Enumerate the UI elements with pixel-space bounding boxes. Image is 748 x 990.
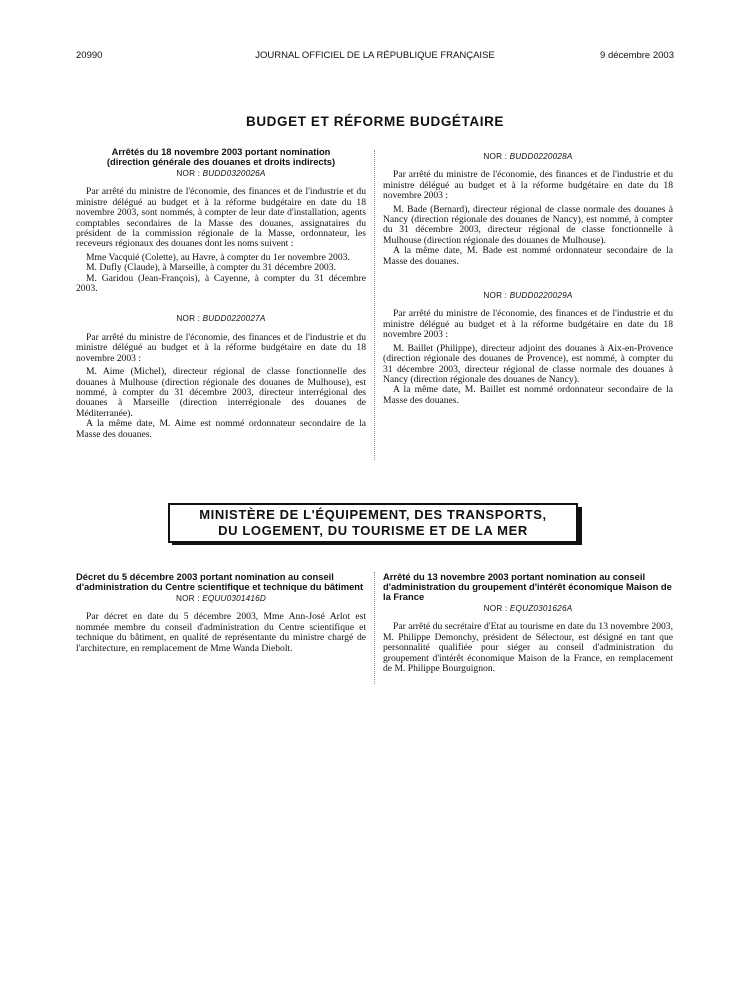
decret-para1: Par décret en date du 5 décembre 2003, Mme Ann-José Arlot est nommée membre du conseil d'administration du Centre scientifique et technique du bâtiment, en qualité de représentante du ministre chargé de l'architecture, en remplacement de Mme Wanda Diebolt. <box>76 611 366 654</box>
decret-title: Décret du 5 décembre 2003 portant nomination au conseil d'administration du Centre scientifique et technique du bâtiment <box>76 571 364 592</box>
right-column-budget <box>383 150 673 406</box>
decret-nor: NOR : EQUU0301416D <box>175 594 267 603</box>
arrete3-nor: NOR : BUDD0220028A <box>483 152 573 161</box>
arrete2-para2: M. Aime (Michel), directeur régional de classe fonctionnelle des douanes à Mulhouse (direction régionale des douanes de Mulhouse), est nommé, à compter du 31 décembre 2003, directeur interrégional des douanes à Marseille (direction interrégionale des douanes de Méditerranée). <box>76 366 366 419</box>
arrete4-para3: A la même date, M. Baillet est nommé ordonnateur secondaire de la Masse des douanes. <box>383 384 673 406</box>
arrete2-para3: A la même date, M. Aime est nommé ordonnateur secondaire de la Masse des douanes. <box>76 418 366 440</box>
arrete4-para2: M. Baillet (Philippe), directeur adjoint des douanes à Aix-en-Provence (direction régionale des douanes de Provence), est nommé, à compter du 31 décembre 2003, directeur régional de classe normale des douanes à Nancy (direction régionale des douanes de Nancy). <box>383 342 673 385</box>
arrete3-para1: Par arrêté du ministre de l'économie, des finances et de l'industrie et du ministre délégué au budget et à la réforme budgétaire en date du 18 novembre 2003 : <box>383 169 673 202</box>
arrete2-nor: NOR : BUDD0220027A <box>176 314 266 324</box>
ministry-heading-equipement <box>168 503 582 545</box>
journal-title: JOURNAL OFFICIEL DE LA RÉPUBLIQUE FRANÇAISE <box>255 50 495 61</box>
arrete1-para3: M. Dufly (Claude), à Marseille, à compter du 31 décembre 2003. <box>86 262 336 274</box>
right-column-equipement <box>383 572 673 674</box>
left-column-equipement <box>76 572 366 654</box>
arrete1-para2: Mme Vacquié (Colette), au Havre, à compter du 1er novembre 2003. <box>86 251 350 263</box>
arrete1-para4: M. Garidou (Jean-François), à Cayenne, à compter du 31 décembre 2003. <box>76 272 366 295</box>
arrete4-nor: NOR : BUDD0220029A <box>483 291 573 301</box>
column-divider-top <box>374 150 375 460</box>
arrete5-title: Arrêté du 13 novembre 2003 portant nomination au conseil d'administration du groupement d'intérêt économique Maison de la France <box>383 571 672 602</box>
arrete4-para1: Par arrêté du ministre de l'économie, des finances et de l'industrie et du ministre délégué au budget et à la réforme budgétaire en date du 18 novembre 2003 : <box>383 308 673 341</box>
ministry2-line1: MINISTÈRE DE L'ÉQUIPEMENT, DES TRANSPORTS, <box>199 507 547 522</box>
arrete5-nor: NOR : EQUZ0301626A <box>483 604 573 613</box>
heading-box <box>168 503 578 543</box>
arrete2-para1: Par arrêté du ministre de l'économie, des finances et de l'industrie et du ministre délégué au budget et à la réforme budgétaire en date du 18 novembre 2003 : <box>76 331 366 364</box>
issue-date: 9 décembre 2003 <box>600 50 674 61</box>
page-number: 20990 <box>76 50 103 61</box>
arrete1-nor: NOR : BUDD0320026A <box>176 169 266 178</box>
arrete5-para1: Par arrêté du secrétaire d'Etat au tourisme en date du 13 novembre 2003, M. Philippe Demonchy, président de Sélectour, est désigné en tant que personnalité qualifiée pour siéger au conseil d'administration du groupement d'intérêt économique Maison de la France, en remplacement de M. Philippe Bourguignon. <box>383 621 673 675</box>
arrete3-para2: M. Bade (Bernard), directeur régional de classe normale des douanes à Nancy (direction régionale des douanes de Nancy), est nommé, à compter du 31 décembre 2003, directeur régional de classe fonctionnelle à Mulhouse (direction régionale des douanes de Mulhouse). <box>383 203 673 246</box>
arrete1-para1: Par arrêté du ministre de l'économie, des finances et de l'industrie et du ministre délégué au budget et à la réforme budgétaire en date du 18 novembre 2003, sont nommés, à compter de leur date d'installation, agents comptables secondaires de la Masse des douanes, assignataires du président de la commission régionale de la Masse, ordonnateur, les receveurs régionaux des douanes dont les noms suivent : <box>76 186 366 250</box>
arrete1-title: Arrêtés du 18 novembre 2003 portant nomination (direction générale des douanes et droits indirects) <box>106 146 336 167</box>
column-divider-bottom <box>374 572 375 684</box>
left-column-budget <box>76 147 366 440</box>
ministry-heading-budget: BUDGET ET RÉFORME BUDGÉTAIRE <box>245 114 505 129</box>
arrete3-para3: A la même date, M. Bade est nommé ordonnateur secondaire de la Masse des douanes. <box>383 245 673 267</box>
page-header <box>76 50 674 64</box>
ministry2-line2: DU LOGEMENT, DU TOURISME ET DE LA MER <box>218 523 528 538</box>
